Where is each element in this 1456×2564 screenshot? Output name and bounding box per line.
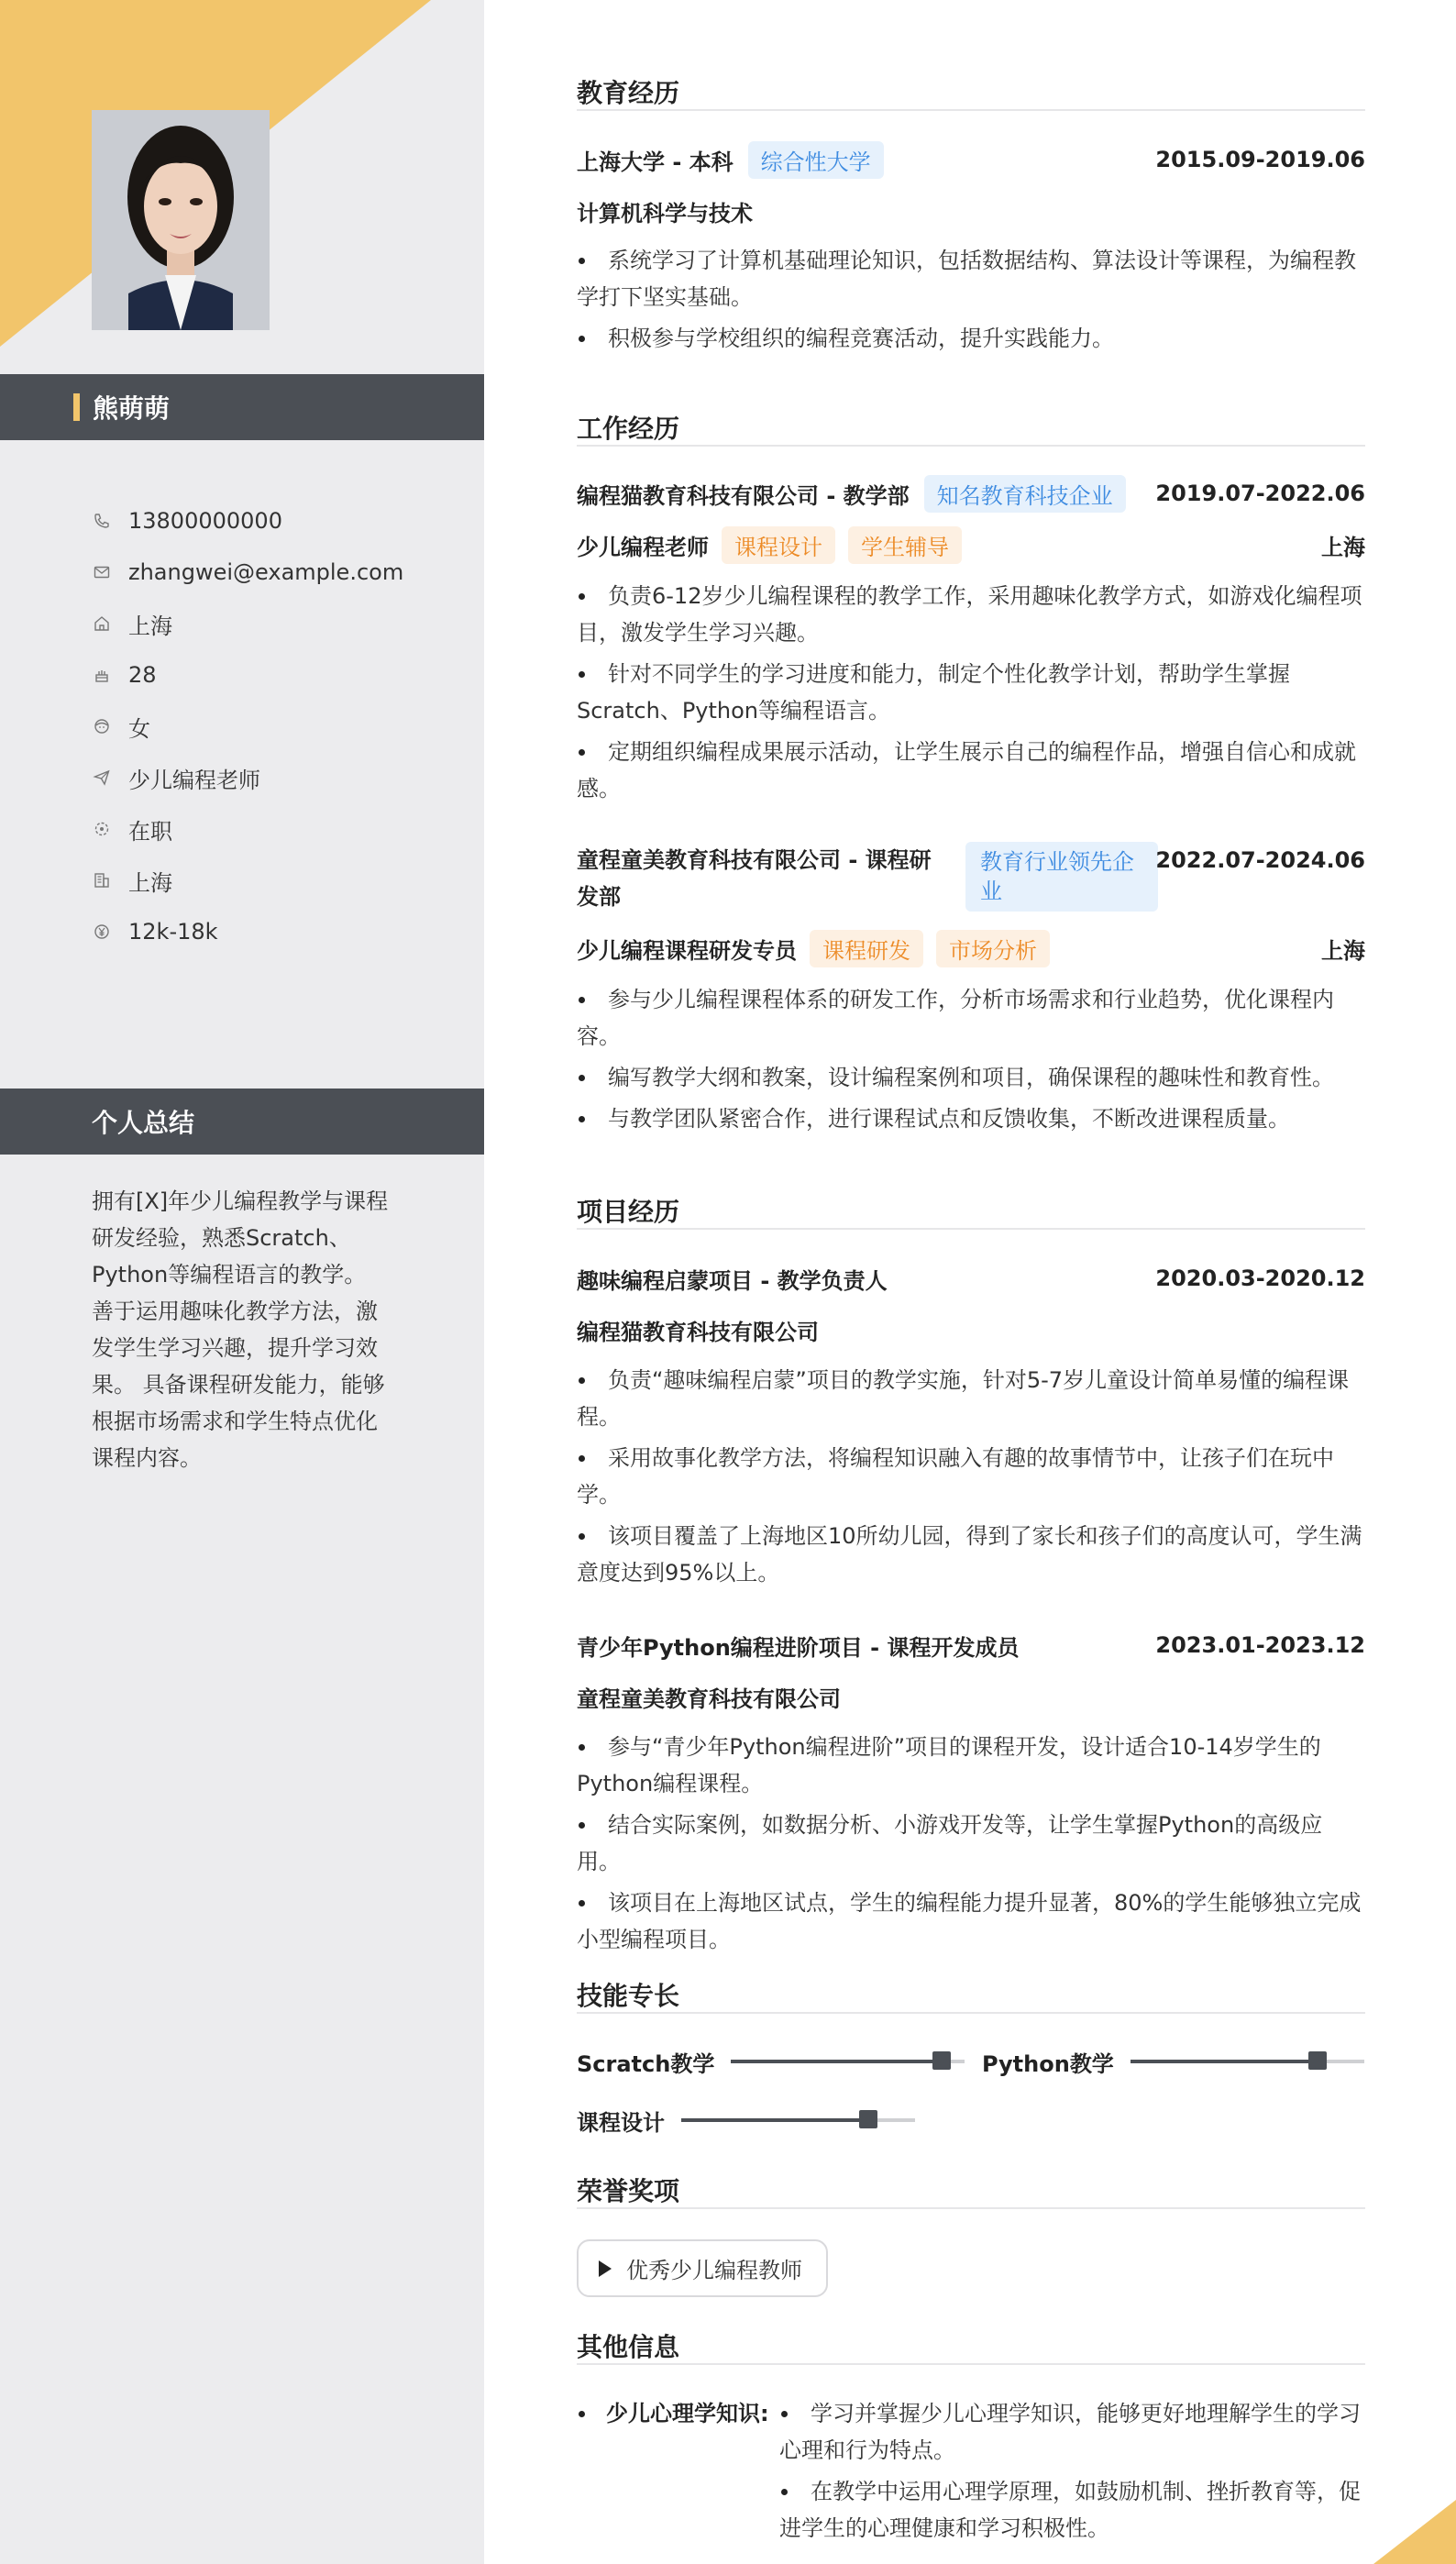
job-company: 童程童美教育科技有限公司 - 课程研发部	[577, 847, 932, 910]
job-company: 编程猫教育科技有限公司 - 教学部	[577, 482, 910, 509]
corner-decoration-bottom	[1373, 2500, 1456, 2564]
list-item: 参与少儿编程课程体系的研发工作，分析市场需求和行业趋势，优化课程内容。	[577, 981, 1365, 1055]
contact-age	[92, 649, 458, 701]
section-title-honors: 荣誉奖项	[577, 2176, 680, 2206]
home-icon	[92, 613, 112, 634]
contact-salary	[92, 906, 458, 957]
job-date: 2019.07-2022.06	[1155, 481, 1365, 506]
project-org: 童程童美教育科技有限公司	[577, 1685, 841, 1712]
project-header	[577, 1627, 1365, 1663]
project-org-row	[577, 1311, 1365, 1348]
education-date: 2015.09-2019.06	[1155, 147, 1365, 172]
job-location: 上海	[1321, 937, 1365, 964]
mail-icon	[92, 562, 112, 582]
contact-gender	[92, 701, 458, 752]
list-item: 负责6-12岁少儿编程课程的教学工作，采用趣味化教学方式，如游戏化编程项目，激发学生学习兴趣。	[577, 578, 1365, 651]
skill-label: 课程设计	[577, 2109, 665, 2136]
bullet-dot	[579, 2411, 585, 2417]
skill-fill	[1131, 2060, 1318, 2063]
job-bullets	[577, 578, 1365, 812]
project-name: 青少年Python编程进阶项目 - 课程开发成员	[577, 1634, 1020, 1661]
job-skill-tag: 课程研发	[810, 930, 923, 967]
contact-text: zhangwei@example.com	[128, 559, 404, 585]
other-bullets	[779, 2395, 1365, 2551]
job-role: 少儿编程课程研发专员	[577, 937, 797, 964]
list-item: 学习并掌握少儿心理学知识，能够更好地理解学生的学习心理和行为特点。	[779, 2395, 1365, 2469]
job-date: 2022.07-2024.06	[1155, 847, 1365, 873]
gender-icon	[92, 716, 112, 736]
name-bar	[0, 374, 484, 440]
job-role-row	[577, 930, 1365, 967]
job-skill-tag: 学生辅导	[848, 526, 962, 564]
skill-fill	[681, 2118, 868, 2122]
section-divider	[577, 2363, 1365, 2365]
section-divider	[577, 445, 1365, 447]
avatar	[92, 110, 270, 330]
education-school: 上海大学 - 本科	[577, 149, 734, 175]
project-date: 2023.01-2023.12	[1155, 1632, 1365, 1658]
sidebar	[0, 0, 484, 2564]
skill-knob	[1308, 2051, 1327, 2070]
profile-name: 熊萌萌	[93, 393, 171, 424]
phone-icon	[92, 511, 112, 531]
project-org-row	[577, 1678, 1365, 1715]
name-accent	[73, 393, 80, 421]
contact-text: 女	[128, 715, 150, 742]
job-bullets	[577, 981, 1365, 1142]
job-location: 上海	[1321, 534, 1365, 560]
section-title-other: 其他信息	[577, 2332, 680, 2362]
skill-bar	[1131, 2060, 1364, 2063]
skill-label: Python教学	[982, 2050, 1114, 2077]
list-item: 结合实际案例，如数据分析、小游戏开发等，让学生掌握Python的高级应用。	[577, 1807, 1365, 1880]
section-title-skills: 技能专长	[577, 1981, 680, 2011]
job-header	[577, 842, 1365, 915]
project-name: 趣味编程启蒙项目 - 教学负责人	[577, 1267, 888, 1294]
skill-item	[577, 2043, 965, 2080]
skill-fill	[731, 2060, 942, 2063]
contact-text: 在职	[128, 818, 172, 845]
list-item: 积极参与学校组织的编程竞赛活动，提升实践能力。	[577, 320, 1365, 357]
contact-city	[92, 855, 458, 906]
job-skill-tag: 课程设计	[722, 526, 835, 564]
education-major: 计算机科学与技术	[577, 200, 753, 227]
section-divider	[577, 2012, 1365, 2014]
skill-knob	[859, 2110, 877, 2128]
building-icon	[92, 870, 112, 890]
other-label: 少儿心理学知识:	[606, 2401, 769, 2426]
send-icon	[92, 768, 112, 788]
education-header	[577, 141, 1365, 178]
list-item: 该项目覆盖了上海地区10所幼儿园，得到了家长和孩子们的高度认可，学生满意度达到95%以上。	[577, 1518, 1365, 1591]
contact-home	[92, 598, 458, 649]
section-divider	[577, 2207, 1365, 2209]
job-role-row	[577, 526, 1365, 563]
list-item: 参与“青少年Python编程进阶”项目的课程开发，设计适合10-14岁学生的Python编程课程。	[577, 1729, 1365, 1802]
salary-icon	[92, 922, 112, 942]
play-icon	[599, 2260, 612, 2277]
list-item: 该项目在上海地区试点，学生的编程能力提升显著，80%的学生能够独立完成小型编程项目。	[577, 1884, 1365, 1958]
job-header	[577, 475, 1365, 512]
cake-icon	[92, 665, 112, 685]
contact-list	[92, 495, 458, 957]
skill-label: Scratch教学	[577, 2050, 715, 2077]
education-major-row	[577, 193, 1365, 229]
contact-text: 上海	[128, 613, 172, 639]
job-tag: 教育行业领先企业	[965, 842, 1158, 912]
list-item: 采用故事化教学方法，将编程知识融入有趣的故事情节中，让孩子们在玩中学。	[577, 1440, 1365, 1513]
list-item: 负责“趣味编程启蒙”项目的教学实施，针对5-7岁儿童设计简单易懂的编程课程。	[577, 1362, 1365, 1435]
contact-text: 少儿编程老师	[128, 767, 260, 793]
contact-text: 上海	[128, 869, 172, 896]
main-content	[577, 0, 1365, 2564]
job-tag: 知名教育科技企业	[924, 475, 1126, 513]
project-org: 编程猫教育科技有限公司	[577, 1319, 819, 1345]
project-date: 2020.03-2020.12	[1155, 1265, 1365, 1291]
section-title-projects: 项目经历	[577, 1197, 680, 1227]
award-label: 优秀少儿编程教师	[626, 2258, 802, 2283]
job-role: 少儿编程老师	[577, 534, 709, 560]
section-title-work: 工作经历	[577, 414, 680, 444]
list-item: 定期组织编程成果展示活动，让学生展示自己的编程作品，增强自信心和成就感。	[577, 734, 1365, 807]
job-skill-tag: 市场分析	[936, 930, 1050, 967]
summary-title: 个人总结	[92, 1108, 195, 1138]
skill-bar	[731, 2060, 965, 2063]
contact-text: 12k-18k	[128, 919, 218, 945]
contact-text: 13800000000	[128, 508, 282, 534]
summary-bar	[0, 1089, 484, 1155]
list-item: 编写教学大纲和教案，设计编程案例和项目，确保课程的趣味性和教育性。	[577, 1059, 1365, 1096]
list-item: 与教学团队紧密合作，进行课程试点和反馈收集，不断改进课程质量。	[577, 1100, 1365, 1137]
section-title-education: 教育经历	[577, 78, 680, 108]
award-item	[577, 2239, 828, 2297]
skill-bar	[681, 2118, 915, 2122]
project-bullets	[577, 1362, 1365, 1596]
skill-item	[577, 2102, 915, 2139]
contact-phone	[92, 495, 458, 547]
list-item: 针对不同学生的学习进度和能力，制定个性化教学计划，帮助学生掌握Scratch、Python等编程语言。	[577, 656, 1365, 729]
status-icon	[92, 819, 112, 839]
education-bullets	[577, 242, 1365, 361]
project-header	[577, 1260, 1365, 1297]
list-item: 在教学中运用心理学原理，如鼓励机制、挫折教育等，促进学生的心理健康和学习积极性。	[779, 2473, 1365, 2547]
list-item: 系统学习了计算机基础理论知识，包括数据结构、算法设计等课程，为编程教学打下坚实基础。	[577, 242, 1365, 315]
contact-text: 28	[128, 662, 157, 688]
education-tag: 综合性大学	[748, 141, 884, 179]
skill-item	[982, 2043, 1364, 2080]
contact-email	[92, 547, 458, 598]
section-divider	[577, 1228, 1365, 1230]
section-divider	[577, 109, 1365, 111]
contact-job	[92, 752, 458, 803]
skill-knob	[932, 2051, 951, 2070]
project-bullets	[577, 1729, 1365, 1962]
summary-text: 拥有[X]年少儿编程教学与课程研发经验，熟悉Scratch、Python等编程语言的教学。 善于运用趣味化教学方法，激发学生学习兴趣，提升学习效果。 具备课程研发能力，能够根据市场需求和学生特点优化课程内容。	[92, 1188, 389, 1471]
contact-status	[92, 803, 458, 855]
